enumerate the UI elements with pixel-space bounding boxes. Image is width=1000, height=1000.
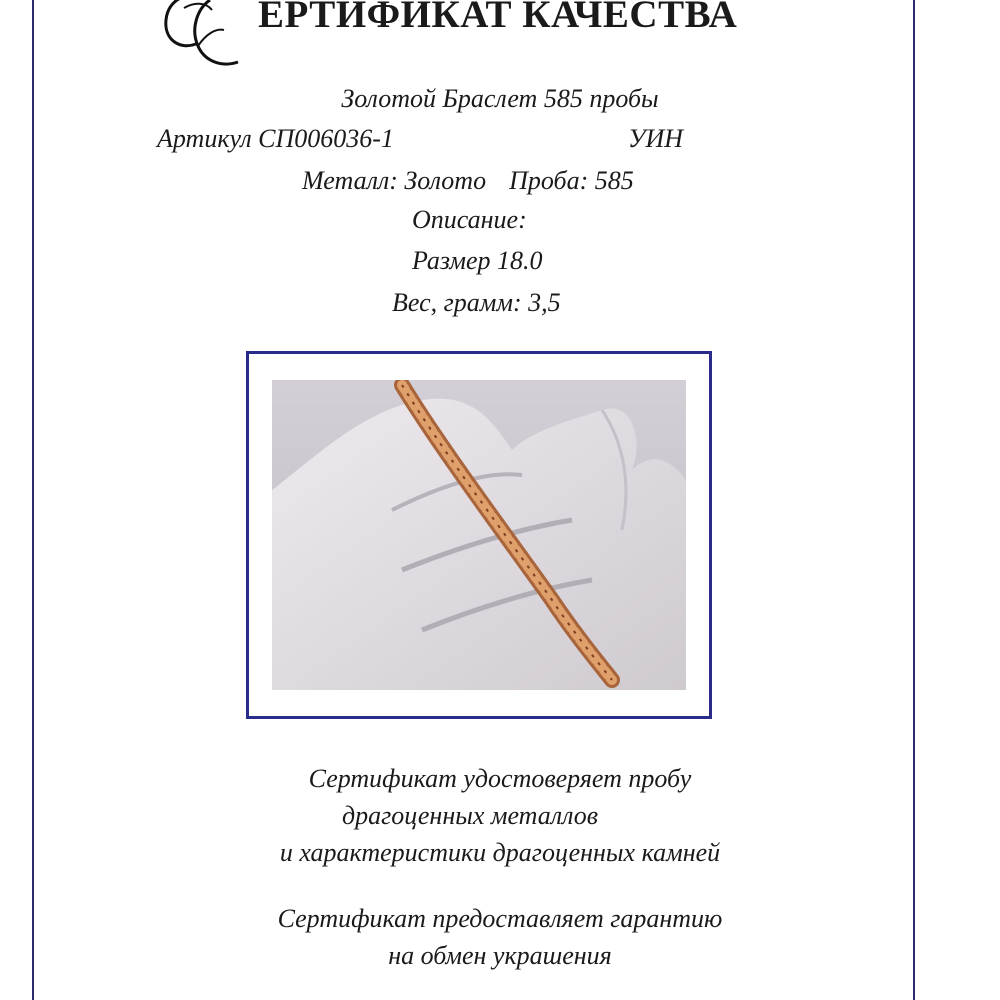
footer-para2-line1: Сертификат предоставляет гарантию <box>277 904 723 933</box>
article-value: СП006036-1 <box>258 124 394 153</box>
weight-value: 3,5 <box>528 288 561 317</box>
probe-label: Проба: <box>509 166 589 195</box>
description-label: Описание: <box>412 205 527 234</box>
footer-para2-line2: на обмен украшения <box>388 941 612 970</box>
bracelet-photo <box>272 380 686 690</box>
article-line <box>157 124 394 154</box>
weight-label: Вес, грамм: <box>392 288 522 317</box>
certificate-title: ЕРТИФИКАТ КАЧЕСТВА <box>258 0 738 36</box>
product-name: Золотой Браслет 585 пробы <box>341 84 659 113</box>
uin-label: УИН <box>628 124 684 153</box>
size-label: Размер <box>412 246 491 275</box>
probe-value: 585 <box>594 166 634 195</box>
footer-para1-line3: и характеристики драгоценных камней <box>279 838 721 867</box>
monogram-logo <box>150 0 255 78</box>
article-label: Артикул <box>157 124 252 153</box>
footer-para1-line2: драгоценных металлов <box>341 801 599 830</box>
metal-line <box>302 166 634 196</box>
size-value: 18.0 <box>497 246 543 275</box>
metal-value: Золото <box>404 166 487 195</box>
metal-label: Металл: <box>302 166 398 195</box>
footer-para1-line1: Сертификат удостоверяет пробу <box>308 764 692 793</box>
size-line <box>412 246 543 276</box>
weight-line <box>392 288 561 318</box>
